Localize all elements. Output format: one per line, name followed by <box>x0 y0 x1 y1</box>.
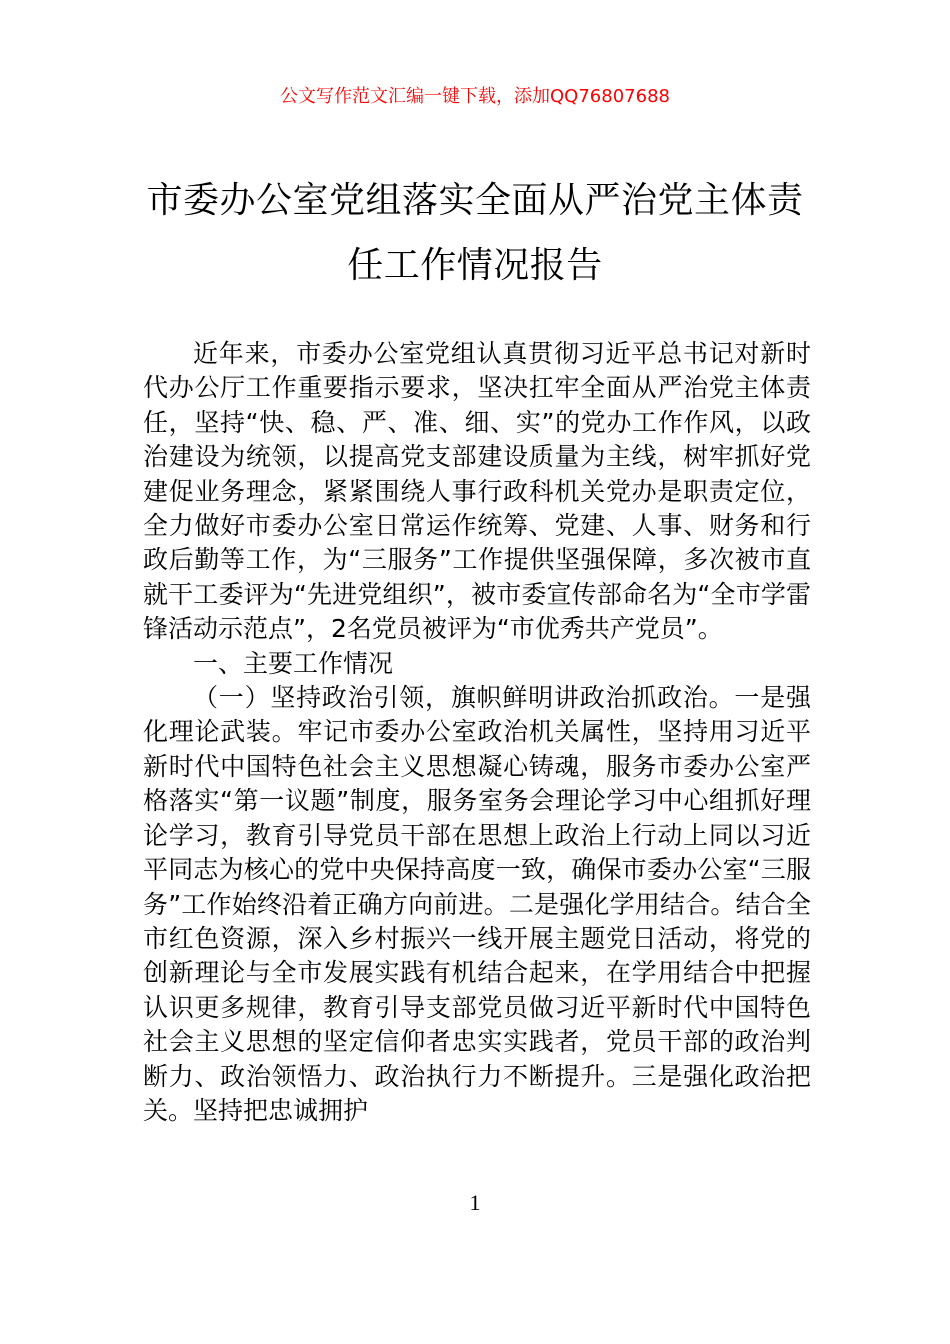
download-banner: 公文写作范文汇编一键下载，添加QQ76807688 <box>280 86 670 107</box>
subsection-paragraph: （一）坚持政治引领，旗帜鲜明讲政治抓政治。一是强化理论武装。牢记市委办公室政治机关属性，坚持用习近平新时代中国特色社会主义思想凝心铸魂，服务市委办公室严格落实“第一议题”制度，服务室务会理论学习中心组抓好理论学习，教育引导党员干部在思想上政治上行动上同以习近平同志为核心的党中央保持高度一致，确保市委办公室“三服务”工作始终沿着正确方向前进。二是强化学用结合。结合全市红色资源，深入乡村振兴一线开展主题党日活动，将党的创新理论与全市发展实践有机结合起来，在学用结合中把握认识更多规律，教育引导支部党员做习近平新时代中国特色社会主义思想的坚定信仰者忠实实践者，党员干部的政治判断力、政治领悟力、政治执行力不断提升。三是强化政治把关。坚持把忠诚拥护 <box>143 683 811 1125</box>
section-heading: 一、主要工作情况 <box>193 648 394 678</box>
document-title: 市委办公室党组落实全面从严治党主体责任工作情况报告 <box>146 180 804 286</box>
document-body <box>143 337 811 1128</box>
intro-paragraph: 近年来，市委办公室党组认真贯彻习近平总书记对新时代办公厅工作重要指示要求，坚决扛牢全面从严治党主体责任，坚持“快、稳、严、准、细、实”的党办工作作风，以政治建设为统领，以提高党支部建设质量为主线，树牢抓好党建促业务理念，紧紧围绕人事行政科机关党办是职责定位，全力做好市委办公室日常运作统筹、党建、人事、财务和行政后勤等工作，为“三服务”工作提供坚强保障，多次被市直就干工委评为“先进党组织”，被市委宣传部命名为“全市学雷锋活动示范点”，2名党员被评为“市优秀共产党员”。 <box>143 339 811 644</box>
page-number: 1 <box>469 1190 481 1215</box>
